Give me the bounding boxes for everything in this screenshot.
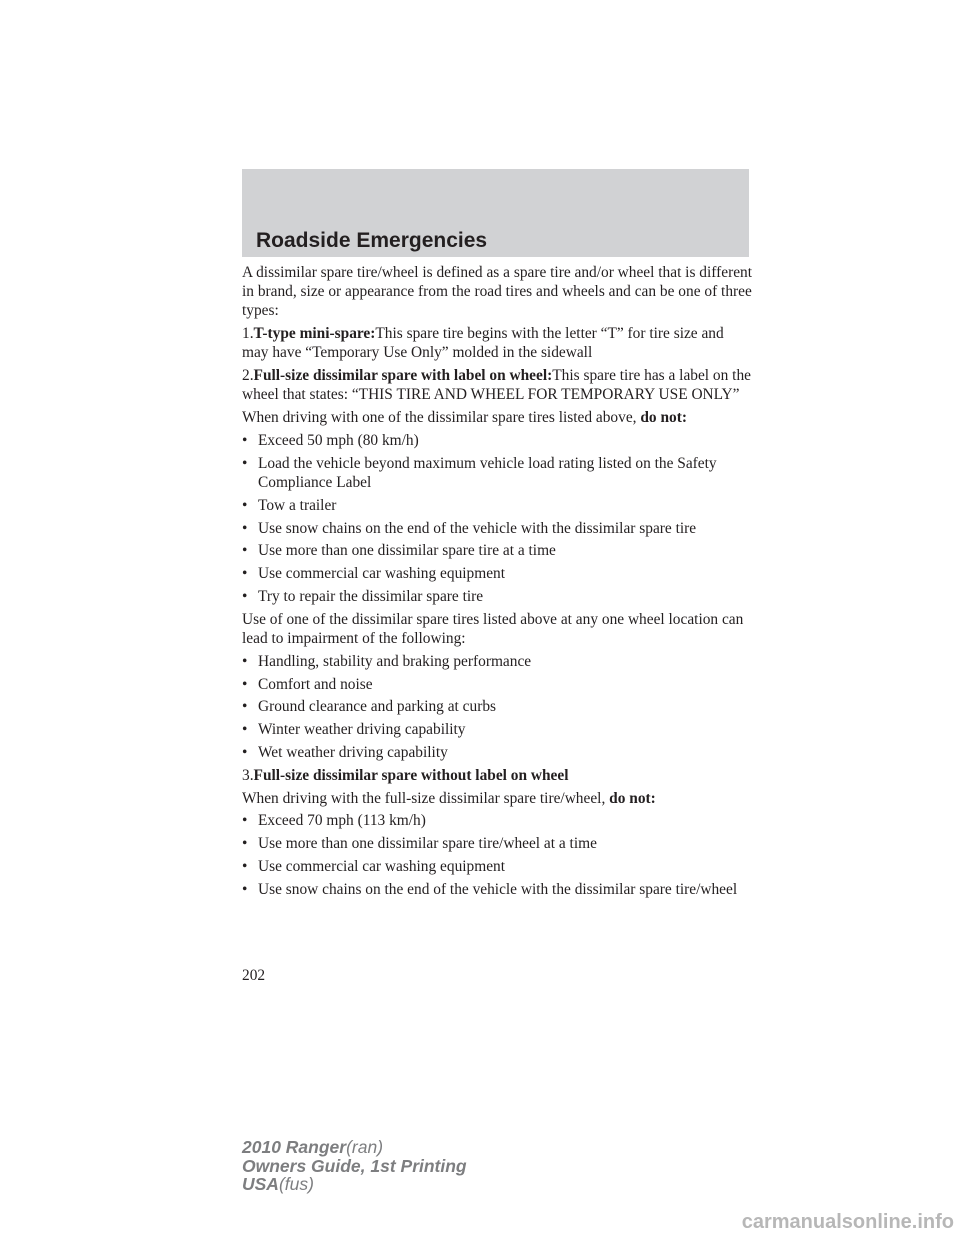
restrictions-list-2 [242,811,752,899]
spare-type-2-number: 2. [242,367,254,385]
spare-type-1-term: T-type mini-spare: [253,325,376,343]
bullet-icon: • [242,743,248,761]
when-driving-1-emphasis: do not: [640,409,687,427]
list-item [242,587,752,606]
bullet-icon: • [242,835,248,853]
list-item-text: Use snow chains on the end of the vehicle with the dissimilar spare tire [258,519,697,537]
spare-type-2-term: Full-size dissimilar spare with label on wheel: [253,367,553,385]
list-item-text: Tow a trailer [258,496,337,514]
when-driving-2-emphasis: do not: [609,789,656,807]
list-item [242,519,752,538]
spare-type-1-number: 1. [242,325,254,343]
bullet-icon: • [242,652,248,670]
list-item-text: Comfort and noise [258,675,373,693]
footer-line-edition [242,1157,467,1176]
bullet-icon: • [242,519,248,537]
footer-market: USA [242,1174,279,1194]
list-item-text: Use snow chains on the end of the vehicle with the dissimilar spare tire/wheel [258,880,738,898]
spare-type-3-number: 3. [242,766,254,784]
list-item-text: Try to repair the dissimilar spare tire [258,587,484,605]
document-footer [242,1138,467,1194]
watermark: carmanualsonline.info [741,1211,954,1233]
bullet-icon: • [242,542,248,560]
footer-line-model [242,1138,467,1157]
list-item-text: Use more than one dissimilar spare tire/wheel at a time [258,835,597,853]
bullet-icon: • [242,698,248,716]
list-item [242,720,752,739]
bullet-icon: • [242,857,248,875]
list-item [242,541,752,560]
restrictions-list-1 [242,431,752,606]
list-item [242,496,752,515]
list-item [242,743,752,762]
when-driving-paragraph-1 [242,408,752,427]
list-item [242,834,752,853]
spare-type-1 [242,324,752,362]
bullet-icon: • [242,812,248,830]
list-item [242,697,752,716]
when-driving-paragraph-2 [242,789,752,808]
spare-type-2 [242,366,752,404]
list-item-text: Load the vehicle beyond maximum vehicle load rating listed on the Safety Compliance Label [258,454,717,491]
when-driving-2-text: When driving with the full-size dissimilar spare tire/wheel, [242,789,606,807]
list-item [242,880,752,899]
footer-line-market [242,1175,467,1194]
bullet-icon: • [242,565,248,583]
footer-model-code: (ran) [346,1137,384,1157]
page-content [242,263,752,903]
list-item-text: Exceed 70 mph (113 km/h) [258,812,426,830]
list-item [242,652,752,671]
list-item-text: Exceed 50 mph (80 km/h) [258,432,419,449]
bullet-icon: • [242,432,248,449]
list-item [242,564,752,583]
footer-market-code: (fus) [278,1174,314,1194]
list-item-text: Wet weather driving capability [258,743,448,761]
intro-paragraph: A dissimilar spare tire/wheel is defined as a spare tire and/or wheel that is different in brand, size or appearance from the road tires and wheels and can be one of three types: [242,264,753,320]
list-item [242,811,752,830]
list-item-text: Use commercial car washing equipment [258,857,506,875]
list-item [242,454,752,492]
list-item [242,857,752,876]
bullet-icon: • [242,880,248,898]
bullet-icon: • [242,675,248,693]
bullet-icon: • [242,496,248,514]
section-title: Roadside Emergencies [256,229,488,252]
list-item-text: Handling, stability and braking performance [258,652,532,670]
list-item [242,675,752,694]
spare-type-1-text: This spare tire begins with the letter “T” for tire size and may have “Temporary Use Only” molded in the sidewall [242,325,724,362]
bullet-icon: • [242,721,248,739]
impairment-list [242,652,752,762]
footer-model: 2010 Ranger [242,1137,347,1157]
bullet-icon: • [242,587,248,605]
list-item-text: Ground clearance and parking at curbs [258,698,497,716]
list-item-text: Use commercial car washing equipment [258,565,506,583]
impairment-intro: Use of one of the dissimilar spare tires listed above at any one wheel location can lead to impairment of the following: [242,610,744,647]
list-item-text: Winter weather driving capability [258,721,466,739]
list-item [242,431,752,450]
list-item-text: Use more than one dissimilar spare tire at a time [258,542,556,560]
spare-type-2-text: This spare tire has a label on the wheel that states: “THIS TIRE AND WHEEL FOR TEMPORARY USE ONLY” [242,367,751,404]
page-number: 202 [242,967,266,984]
when-driving-1-text: When driving with one of the dissimilar spare tires listed above, [242,409,637,427]
footer-edition: Owners Guide, 1st Printing [242,1155,467,1176]
bullet-icon: • [242,454,248,472]
spare-type-3-term: Full-size dissimilar spare without label on wheel [253,766,569,784]
spare-type-3 [242,766,752,785]
